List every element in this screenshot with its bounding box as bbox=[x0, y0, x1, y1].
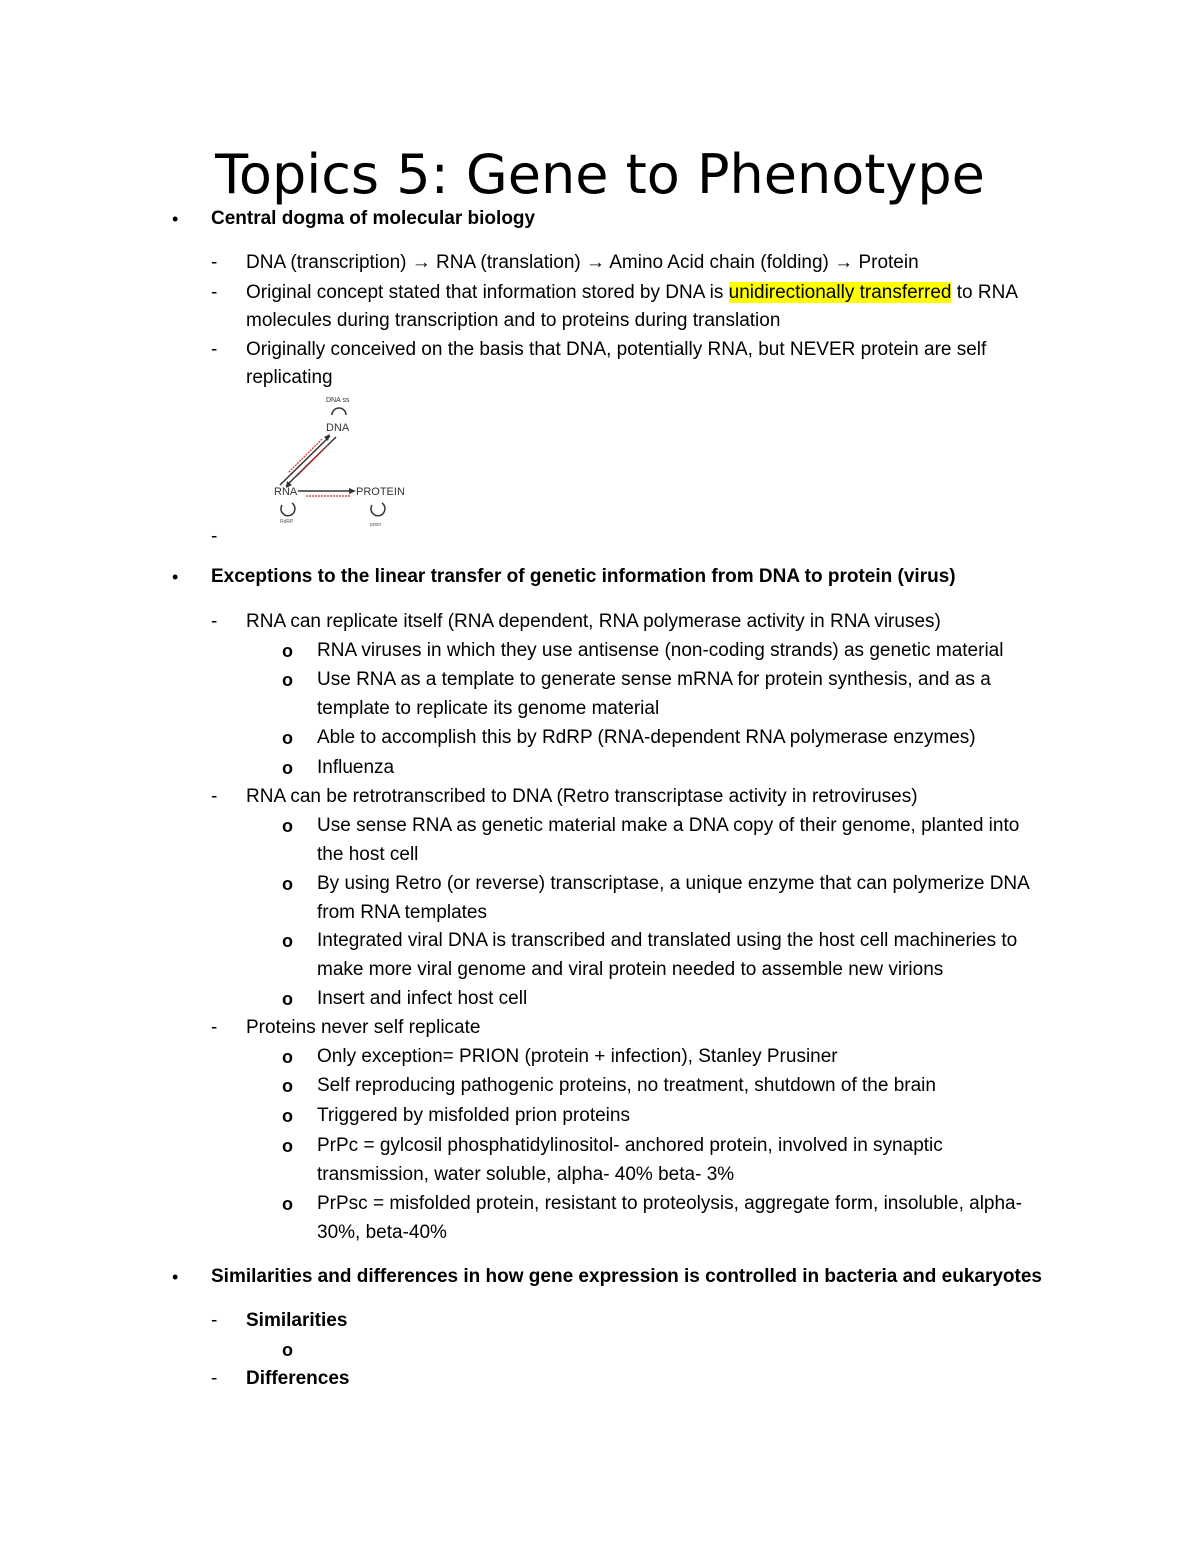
sub-bullet-marker: o bbox=[282, 758, 293, 778]
sub-list-item: Use RNA as a template to generate sense mRNA for protein synthesis, and as a bbox=[317, 669, 991, 690]
list-item: DNA (transcription) → RNA (translation) → Amino Acid chain (folding) → Protein bbox=[246, 252, 919, 273]
sub-list-item: Use sense RNA as genetic material make a DNA copy of their genome, planted into bbox=[317, 815, 1020, 836]
central-dogma-diagram bbox=[246, 393, 426, 530]
similarities-heading: Similarities bbox=[246, 1310, 348, 1331]
dash-marker: - bbox=[211, 1017, 218, 1038]
bullet-marker: • bbox=[172, 567, 179, 587]
list-item bbox=[246, 281, 1018, 305]
dash-marker: - bbox=[211, 1310, 218, 1331]
rna-loop-label: RdRP bbox=[280, 519, 294, 525]
sub-bullet-marker: o bbox=[282, 1106, 293, 1126]
list-item: Proteins never self replicate bbox=[246, 1017, 481, 1038]
sub-bullet-marker: o bbox=[282, 816, 293, 836]
list-item: RNA can be retrotranscribed to DNA (Retro transcriptase activity in retroviruses) bbox=[246, 786, 918, 807]
text-run: to RNA bbox=[951, 282, 1019, 303]
sub-bullet-marker: o bbox=[282, 874, 293, 894]
sub-list-item: RNA viruses in which they use antisense (non-coding strands) as genetic material bbox=[317, 640, 1004, 661]
sub-bullet-marker: o bbox=[282, 1136, 293, 1156]
sub-bullet-marker: o bbox=[282, 1194, 293, 1214]
text-run: Original concept stated that information stored by DNA is bbox=[246, 282, 729, 303]
section-heading-gene-expression: Similarities and differences in how gene expression is controlled in bacteria and eukaryotes bbox=[211, 1266, 1042, 1287]
dash-marker: - bbox=[211, 611, 218, 632]
sub-list-item-continuation: 30%, beta-40% bbox=[317, 1222, 447, 1243]
highlighted-text: unidirectionally transferred bbox=[728, 282, 952, 303]
differences-heading: Differences bbox=[246, 1368, 350, 1389]
sub-list-item: Integrated viral DNA is transcribed and translated using the host cell machineries to bbox=[317, 930, 1018, 951]
sub-list-item: PrPc = gylcosil phosphatidylinositol- anchored protein, involved in synaptic bbox=[317, 1135, 943, 1156]
sub-list-item: Able to accomplish this by RdRP (RNA-dependent RNA polymerase enzymes) bbox=[317, 727, 976, 748]
list-item-continuation: replicating bbox=[246, 367, 333, 388]
sub-list-item: PrPsc = misfolded protein, resistant to proteolysis, aggregate form, insoluble, alpha- bbox=[317, 1193, 1022, 1214]
sub-bullet-marker: o bbox=[282, 989, 293, 1009]
sub-list-item: Influenza bbox=[317, 757, 395, 778]
dash-marker: - bbox=[211, 339, 218, 360]
sub-list-item-continuation: transmission, water soluble, alpha- 40% beta- 3% bbox=[317, 1164, 735, 1185]
protein-loop-label: prion bbox=[370, 522, 382, 528]
dash-marker: - bbox=[211, 786, 218, 807]
rna-node-label: RNA bbox=[274, 486, 298, 498]
sub-bullet-marker: o bbox=[282, 641, 293, 661]
sub-bullet-marker: o bbox=[282, 1076, 293, 1096]
dash-marker: - bbox=[211, 252, 218, 273]
sub-list-item-continuation: template to replicate its genome material bbox=[317, 698, 660, 719]
sub-bullet-marker: o bbox=[282, 1340, 293, 1360]
dna-node-label: DNA bbox=[326, 422, 350, 434]
sub-list-item-continuation: the host cell bbox=[317, 844, 419, 865]
bullet-marker: • bbox=[172, 209, 179, 229]
list-item: Originally conceived on the basis that DNA, potentially RNA, but NEVER protein are self bbox=[246, 339, 987, 360]
list-item: RNA can replicate itself (RNA dependent, RNA polymerase activity in RNA viruses) bbox=[246, 611, 941, 632]
sub-bullet-marker: o bbox=[282, 728, 293, 748]
dash-marker: - bbox=[211, 1368, 218, 1389]
sub-list-item: Insert and infect host cell bbox=[317, 988, 528, 1009]
sub-list-item: Triggered by misfolded prion proteins bbox=[317, 1105, 630, 1126]
sub-bullet-marker: o bbox=[282, 1047, 293, 1067]
section-heading-central-dogma: Central dogma of molecular biology bbox=[211, 208, 536, 229]
sub-list-item-continuation: from RNA templates bbox=[317, 902, 487, 923]
sub-bullet-marker: o bbox=[282, 670, 293, 690]
sub-list-item-continuation: make more viral genome and viral protein needed to assemble new virions bbox=[317, 959, 944, 980]
dash-marker: - bbox=[211, 282, 218, 303]
sub-bullet-marker: o bbox=[282, 931, 293, 951]
sub-list-item: Only exception= PRION (protein + infection), Stanley Prusiner bbox=[317, 1046, 838, 1067]
dna-replication-label: DNA ss bbox=[326, 397, 350, 404]
list-item-continuation: molecules during transcription and to proteins during translation bbox=[246, 310, 781, 331]
sub-list-item: Self reproducing pathogenic proteins, no treatment, shutdown of the brain bbox=[317, 1075, 936, 1096]
protein-node-label: PROTEIN bbox=[356, 486, 405, 498]
bullet-marker: • bbox=[172, 1267, 179, 1287]
section-heading-exceptions: Exceptions to the linear transfer of genetic information from DNA to protein (virus) bbox=[211, 566, 956, 587]
sub-list-item: By using Retro (or reverse) transcriptase, a unique enzyme that can polymerize DNA bbox=[317, 873, 1030, 894]
dash-marker: - bbox=[211, 526, 218, 547]
page-title: Topics 5: Gene to Phenotype bbox=[215, 143, 985, 206]
